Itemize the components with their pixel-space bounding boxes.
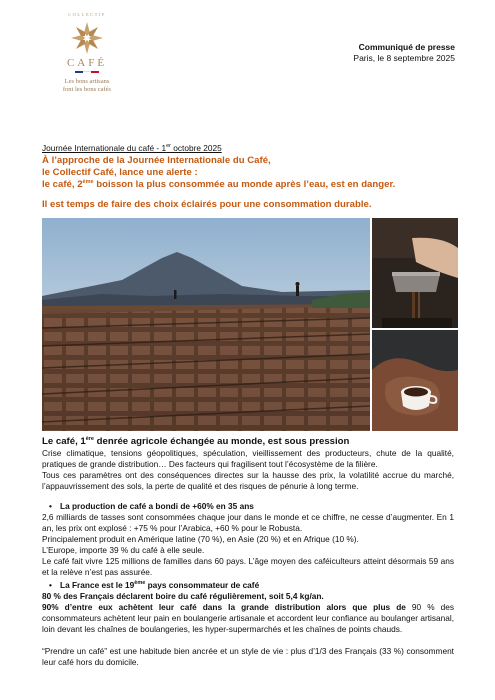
collectif-cafe-logo — [42, 12, 132, 140]
bullet-production-title: • La production de café a bondi de +60% en 35 ans — [49, 501, 254, 511]
bullet1-paragraph-1: 2,6 milliards de tasses sont consommées chaque jour dans le monde et ce chiffre, ne cesse d’augmenter. En 1 an, les prix ont explosé : +75 % pour l’Arabica, +60 % pour le Robusta. — [42, 512, 454, 533]
bullet2-stat-line: 80 % des Français déclarent boire du café régulièrement, soit 5,4 kg/an. — [42, 591, 324, 601]
bullet1-paragraph-2: Principalement produit en Amérique latine (70 %), en Asie (20 %) et en Afrique (10 %). — [42, 534, 359, 544]
headline-line-1: À l’approche de la Journée Internationale du Café, — [42, 155, 271, 166]
bullet1-paragraph-3: L’Europe, importe 39 % du café à elle seule. — [42, 545, 205, 555]
press-release-header — [353, 42, 455, 64]
bullet1-paragraph-4: Le café fait vivre 125 millions de familles dans 60 pays. L’âge moyen des caféiculteurs atteint désormais 59 ans et la relève n’est pas assurée. — [42, 556, 454, 577]
logo-wordmark: CAFÉ — [66, 57, 108, 69]
coffee-drying-beds-photo — [42, 218, 370, 431]
hand-holding-coffee-cup-photo — [372, 330, 458, 431]
headline-line-4: Il est temps de faire des choix éclairés pour une consommation durable. — [42, 199, 372, 210]
coffee-star-icon — [70, 21, 104, 55]
bullet-france-title: • La France est le 19ème pays consommateur de café — [49, 580, 260, 590]
bullet-marker: • — [49, 501, 52, 511]
bullet2-paragraph-distribution: 90% d’entre eux achètent leur café dans la grande distribution alors que plus de 90 % des consommateurs achètent leur pain en boulangerie artisanale et accordent leur confiance au boulanger artisanal, loin devant les chaînes de boulangeries, les hyper-supermarchés et les chaînes de points chauds. — [42, 602, 454, 634]
french-flag-stripe — [75, 71, 99, 73]
subject-line: Journée Internationale du café - 1er octobre 2025 — [42, 143, 222, 153]
section1-paragraph-1: Crise climatique, tensions géopolitiques, spéculation, vieillissement des producteurs, chute de la qualité, pratiques de grande distribution… Des facteurs qui fragilisent tout l’écosystème de la filière. — [42, 448, 454, 469]
press-place-date: Paris, le 8 septembre 2025 — [353, 53, 455, 63]
bullet2-paragraph-habit: “Prendre un café” est une habitude bien ancrée et un style de vie : plus d’1/3 des Français (33 %) consomment leur café hors du domicile. — [42, 646, 454, 667]
headline — [42, 155, 462, 211]
logo-collective-text: COLLECTIF — [68, 12, 106, 17]
bullet-marker: • — [49, 580, 52, 590]
logo-tagline: Les bons artisans font les bons cafés — [62, 78, 112, 93]
section1-paragraph-2: Tous ces paramètres ont des conséquences directes sur la hausse des prix, la volatilité accrue du marché, l’appauvrissement des sols, la perte de qualité et des risques de pénurie à long terme. — [42, 470, 454, 491]
espresso-machine-photo — [372, 218, 458, 328]
section-title-pressure: Le café, 1ère denrée agricole échangée au monde, est sous pression — [42, 435, 350, 447]
headline-line-3: le café, 2ème boisson la plus consommée au monde après l’eau, est en danger. — [42, 178, 396, 190]
press-label: Communiqué de presse — [358, 42, 455, 52]
headline-line-2: le Collectif Café, lance une alerte : — [42, 167, 198, 178]
